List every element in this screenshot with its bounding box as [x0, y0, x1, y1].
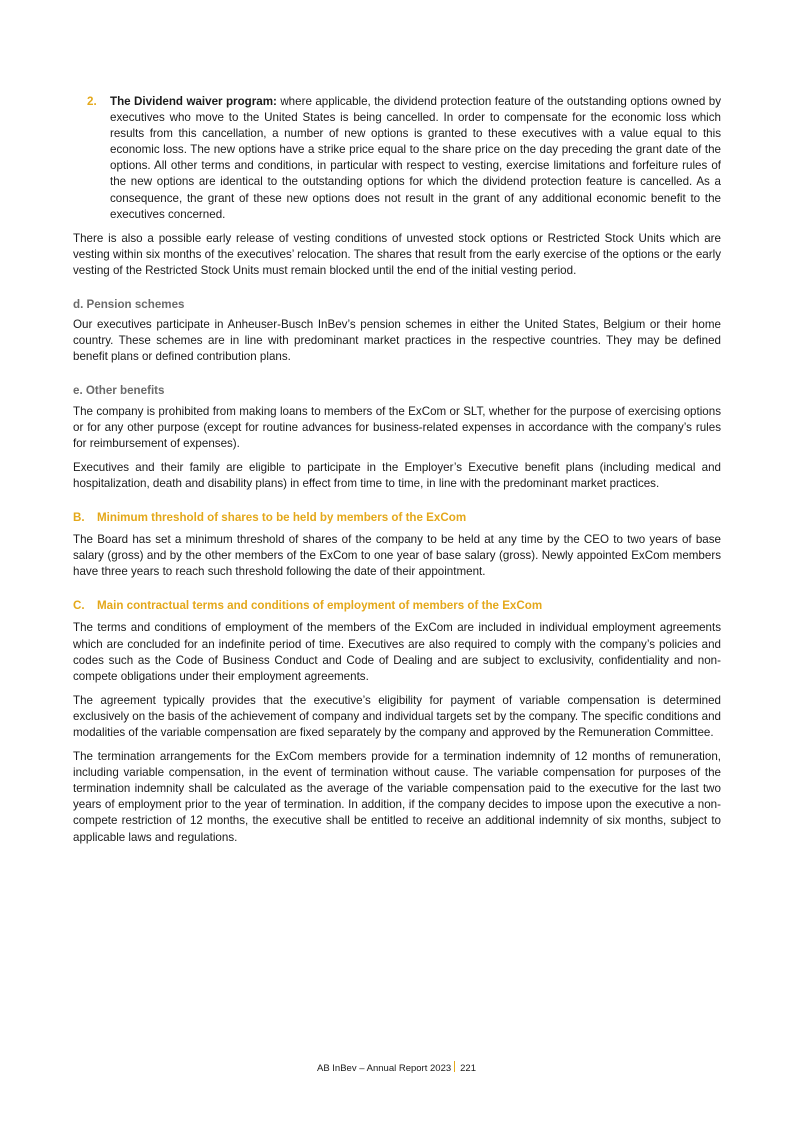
section-c-heading	[73, 598, 721, 614]
list-number: 2.	[87, 95, 97, 108]
section-c-letter: C.	[73, 599, 85, 613]
section-c-paragraph-2: The agreement typically provides that the executive’s eligibility for payment of variable compensation is determined exclusively on the basis of the achievement of company and individual targets set by the company. The specific conditions and modalities of the variable compensation are fixed separately by the company and approved by the Remuneration Committee.	[73, 693, 721, 739]
early-release-paragraph: There is also a possible early release of vesting conditions of unvested stock options or Restricted Stock Units which are vesting within six months of the executives’ relocation. The shares that result from the early exercise of the options or the early vesting of the Restricted Stock Units must remain blocked until the end of the initial vesting period.	[73, 231, 721, 277]
dividend-waiver-title: The Dividend waiver program:	[110, 95, 277, 108]
page-footer	[0, 1061, 793, 1074]
footer-title: AB InBev – Annual Report 2023	[316, 1063, 452, 1074]
section-c-paragraph-3: The termination arrangements for the ExCom members provide for a termination indemnity of 12 months of remuneration, including variable compensation, in the event of termination without cause. The variable compensation for purposes of the termination indemnity shall be calculated as the average of the variable compensation paid to the executive for the last two years of employment prior to the year of termination. In addition, if the company decides to impose upon the executive a non-compete restriction of 12 months, the executive shall be entitled to receive an additional indemnity of six months, subject to applicable laws and regulations.	[73, 750, 721, 844]
other-benefits-heading: e. Other benefits	[73, 384, 165, 398]
pension-heading: d. Pension schemes	[73, 298, 185, 312]
section-c-paragraph-1: The terms and conditions of employment of the members of the ExCom are included in individual employment agreements which are concluded for an indefinite period of time. Executives are also required to comply with the company’s policies and codes such as the Code of Business Conduct and Code of Dealing and are subject to exclusivity, confidentiality and non-compete obligations under their employment agreements.	[73, 621, 721, 683]
section-c-title: Main contractual terms and conditions of employment of members of the ExCom	[97, 599, 543, 613]
section-b-paragraph: The Board has set a minimum threshold of shares of the company to be held at any time by the CEO to two years of base salary (gross) and by the other members of the ExCom to one year of base salary (gross). Newly appointed ExCom members have three years to reach such threshold following the date of their appointment.	[73, 533, 721, 579]
section-b-letter: B.	[73, 510, 85, 524]
section-b-title: Minimum threshold of shares to be held by members of the ExCom	[97, 510, 467, 524]
other-benefits-paragraph-2: Executives and their family are eligible to participate in the Employer’s Executive benefit plans (including medical and hospitalization, death and disability plans) in effect from time to time, in line with the predominant market practices.	[73, 460, 721, 490]
dividend-waiver-item	[73, 94, 721, 223]
dividend-waiver-text	[110, 94, 721, 223]
other-benefits-paragraph-1: The company is prohibited from making loans to members of the ExCom or SLT, whether for the purpose of exercising options or for any other purpose (except for routine advances for business-related expenses in accordance with the company’s rules for reimbursement of expenses).	[73, 404, 721, 450]
section-b-heading	[73, 510, 721, 526]
page-content	[73, 94, 721, 854]
pension-paragraph: Our executives participate in Anheuser-Busch InBev’s pension schemes in either the United States, Belgium or their home country. These schemes are in line with predominant market practices in the respective countries. They may be defined benefit plans or defined contribution plans.	[73, 318, 721, 364]
dividend-waiver-body: where applicable, the dividend protection feature of the outstanding options owned by executives who move to the United States is being cancelled. In order to compensate for the economic loss which results from this cancellation, a number of new options is granted to these executives with a value equal to this economic loss. The new options have a strike price equal to the share price on the day preceding the grant date of the options. All other terms and conditions, in particular with respect to vesting, exercise limitations and forfeiture rules of the new options are identical to the outstanding options for which the dividend protection feature is cancelled. As a consequence, the grant of these new options does not result in the grant of any additional economic benefit to the executives concerned.	[110, 95, 721, 221]
footer-separator	[454, 1061, 455, 1072]
page-number: 221	[460, 1063, 476, 1074]
